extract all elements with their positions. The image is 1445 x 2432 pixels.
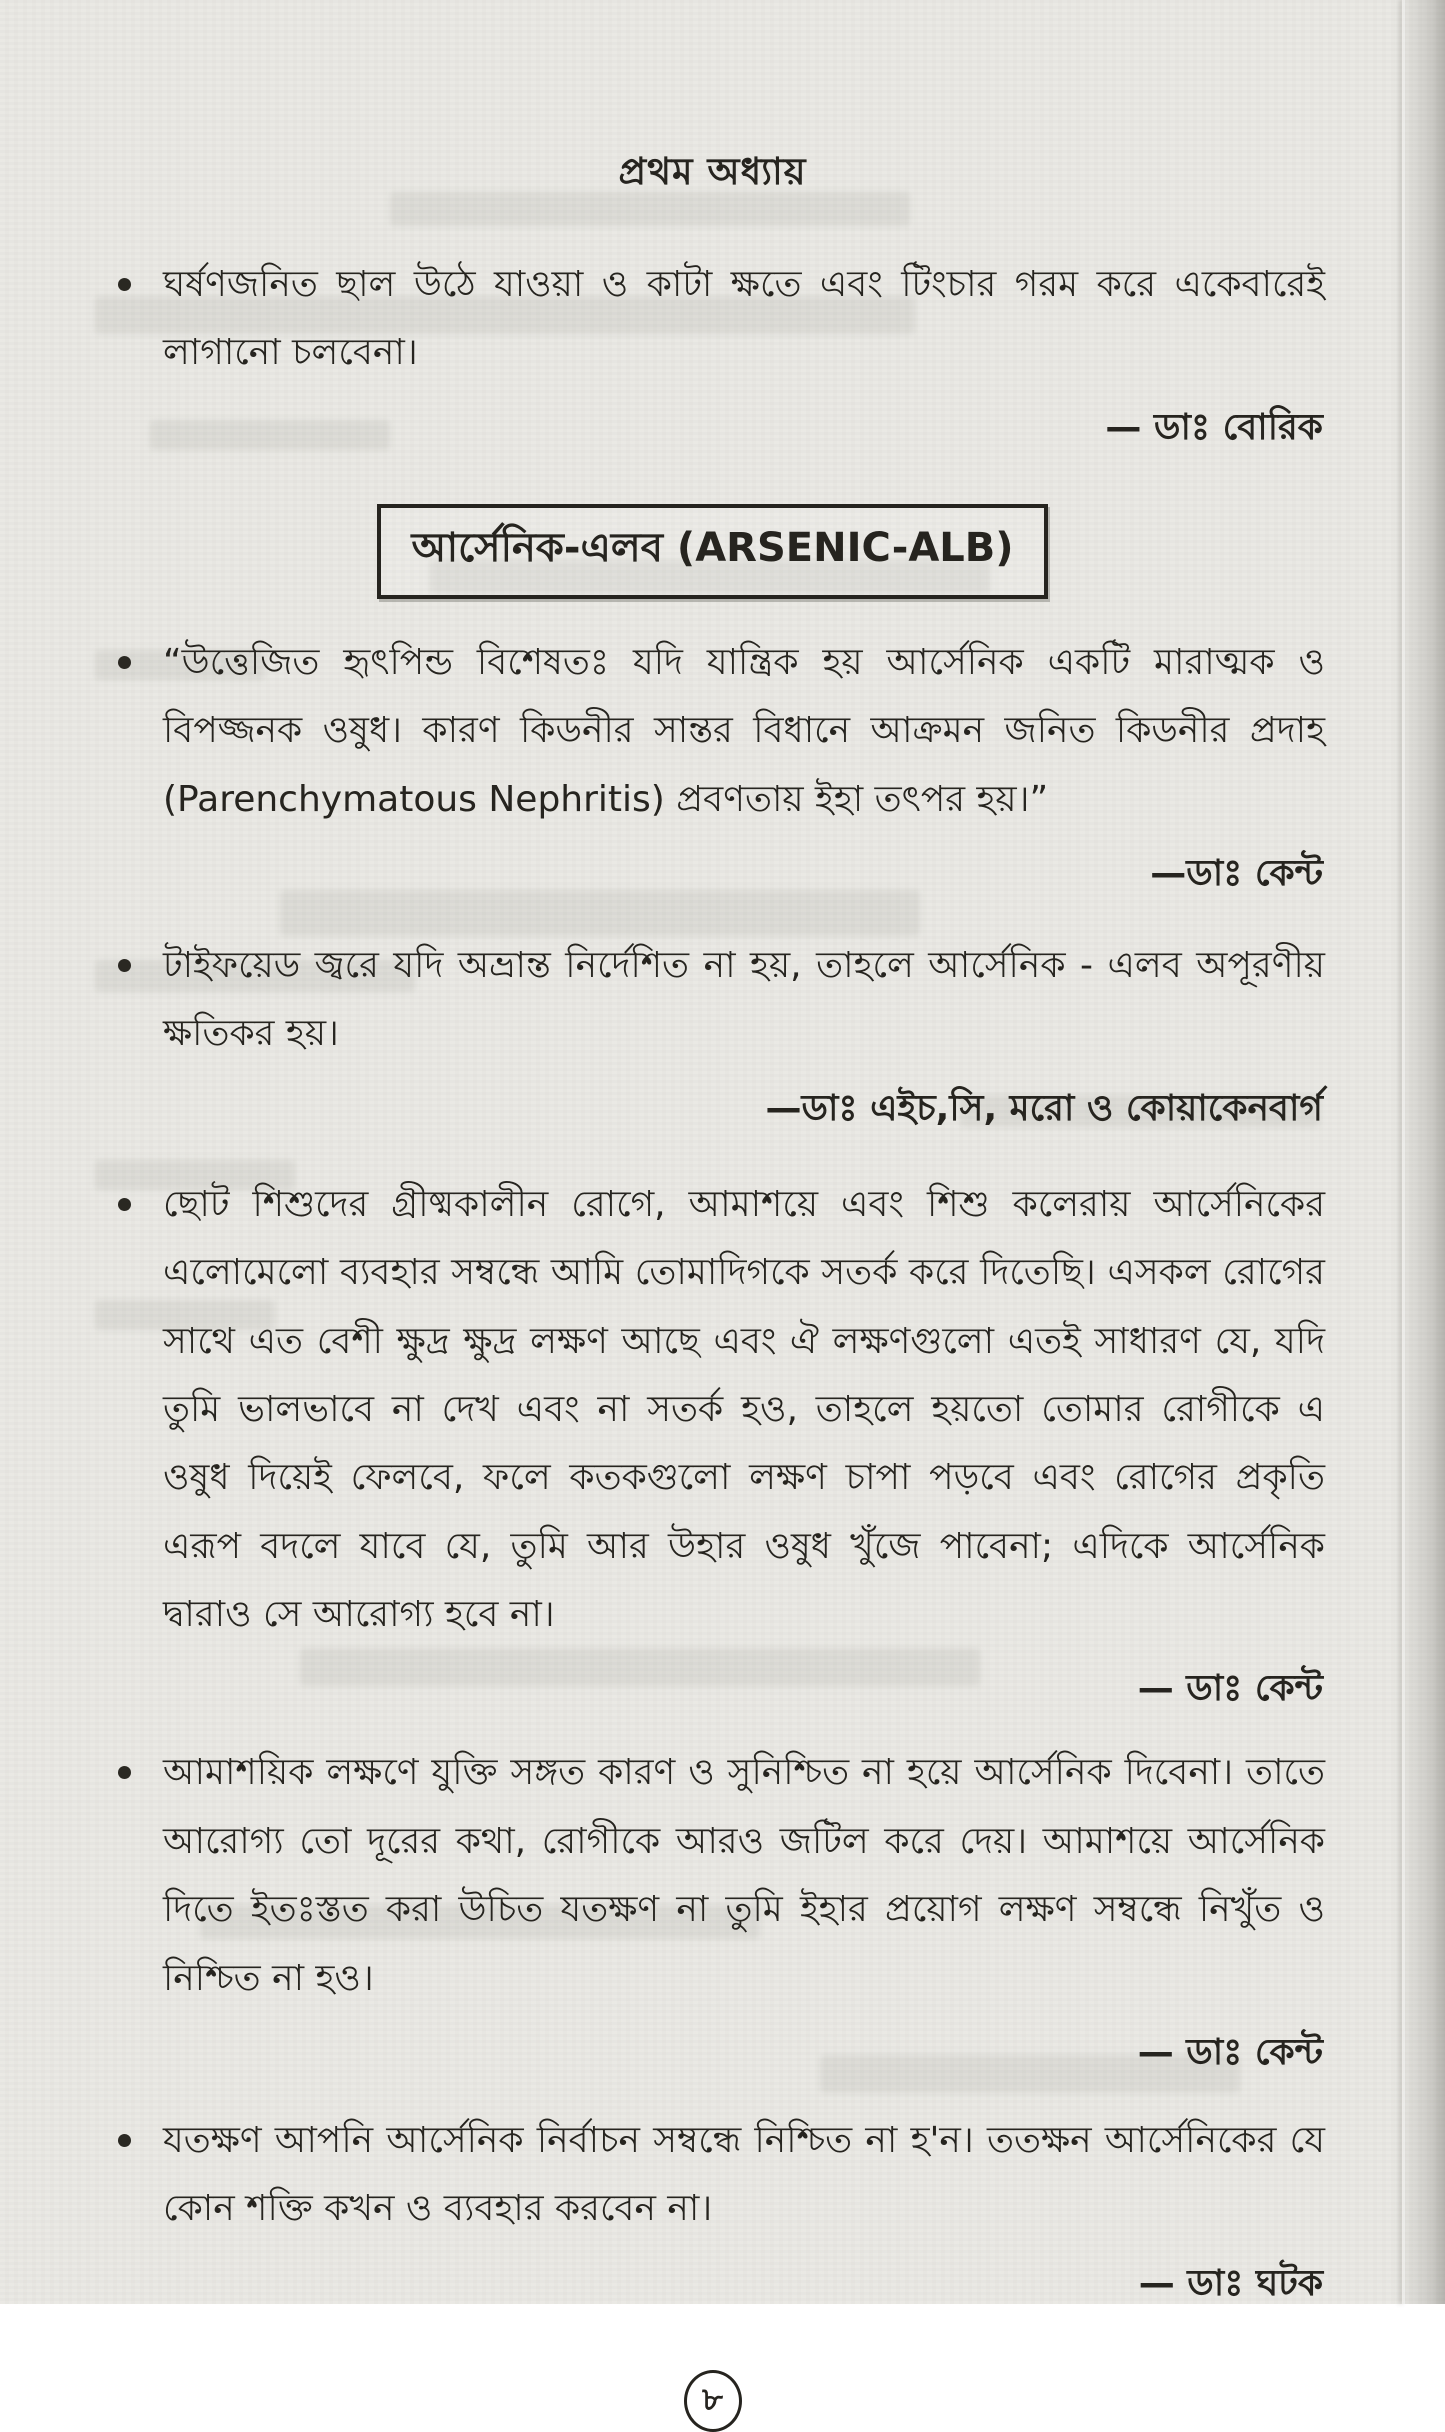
page-number-wrap — [100, 2370, 1325, 2432]
section-title-wrap — [100, 504, 1325, 599]
quote-attribution: —ডাঃ এইচ,সি, মরো ও কোয়াকেনবার্গ — [765, 1087, 1323, 1129]
quote-text: “উত্তেজিত হৃৎপিন্ড বিশেষতঃ যদি যান্ত্রিক হয় আর্সেনিক একটি মারাত্মক ও বিপজ্জনক ওষুধ। কারণ কিডনীর সান্তর বিধানে আক্রমন জনিত কিডনীর প্রদাহ (Parenchymatous Nephritis) প্রবণতায় ইহা তৎপর হয়।” — [163, 641, 1325, 820]
bullet-icon — [118, 1198, 131, 1211]
quote-attribution: — ডাঃ কেন্ট — [1137, 2032, 1323, 2074]
quote-block — [100, 2107, 1325, 2316]
quote-block — [100, 1171, 1325, 1722]
scan-edge-shadow — [1397, 0, 1445, 2304]
quote-block — [100, 629, 1325, 906]
section-title-box — [377, 504, 1047, 599]
quote-attribution: — ডাঃ বোরিক — [1105, 406, 1323, 448]
bullet-icon — [118, 959, 131, 972]
bullet-icon — [118, 278, 131, 291]
quote-block — [100, 1739, 1325, 2085]
page-number-badge — [684, 2370, 742, 2432]
quote-text: টাইফয়েড জ্বরে যদি অভ্রান্ত নির্দেশিত না হয়, তাহলে আর্সেনিক - এলব অপূরণীয় ক্ষতিকর হয়। — [163, 944, 1325, 1055]
quote-text: ঘর্ষণজনিত ছাল উঠে যাওয়া ও কাটা ক্ষতে এবং টিংচার গরম করে একেবারেই লাগানো চলবেনা। — [163, 264, 1325, 374]
bullet-icon — [118, 1766, 131, 1779]
quote-attribution: — ডাঃ কেন্ট — [1137, 1668, 1323, 1710]
quote-text: আমাশয়িক লক্ষণে যুক্তি সঙ্গত কারণ ও সুনিশ্চিত না হয়ে আর্সেনিক দিবেনা। তাতে আরোগ্য তো দূরের কথা, রোগীকে আরও জটিল করে দেয়। আমাশয়ে আর্সেনিক দিতে ইতঃস্তত করা উচিত যতক্ষণ না তুমি ইহার প্রয়োগ লক্ষণ সম্বন্ধে নিখুঁত ও নিশ্চিত না হও। — [163, 1752, 1325, 1999]
quote-attribution: — ডাঃ ঘটক — [1138, 2262, 1323, 2304]
bullet-icon — [118, 656, 131, 669]
bullet-icon — [118, 2134, 131, 2147]
quote-attribution: —ডাঃ কেন্ট — [1150, 852, 1323, 894]
quote-text: ছোট শিশুদের গ্রীষ্মকালীন রোগে, আমাশয়ে এবং শিশু কলেরায় আর্সেনিকের এলোমেলো ব্যবহার সম্বন্ধে আমি তোমাদিগকে সতর্ক করে দিতেছি। এসকল রোগের সাথে এত বেশী ক্ষুদ্র ক্ষুদ্র লক্ষণ আছে এবং ঐ লক্ষণগুলো এতই সাধারণ যে, যদি তুমি ভালভাবে না দেখ এবং না সতর্ক হও, তাহলে হয়তো তোমার রোগীকে এ ওষুধ দিয়েই ফেলবে, ফলে কতকগুলো লক্ষণ চাপা পড়বে এবং রোগের প্রকৃতি এরূপ বদলে যাবে যে, তুমি আর উহার ওষুধ খুঁজে পাবেনা; এদিকে আর্সেনিক দ্বারাও সে আরোগ্য হবে না। — [163, 1183, 1325, 1636]
section-title: আর্সেনিক-এলব (ARSENIC-ALB) — [411, 524, 1014, 571]
quote-text: যতক্ষণ আপনি আর্সেনিক নির্বাচন সম্বন্ধে নিশ্চিত না হ'ন। ততক্ষন আর্সেনিকের যে কোন শক্তি কখন ও ব্যবহার করবেন না। — [163, 2120, 1325, 2230]
quote-block — [100, 251, 1325, 460]
chapter-heading: প্রথম অধ্যায় — [618, 150, 807, 193]
quote-block — [100, 932, 1325, 1141]
page-number: ৮ — [702, 2379, 723, 2418]
